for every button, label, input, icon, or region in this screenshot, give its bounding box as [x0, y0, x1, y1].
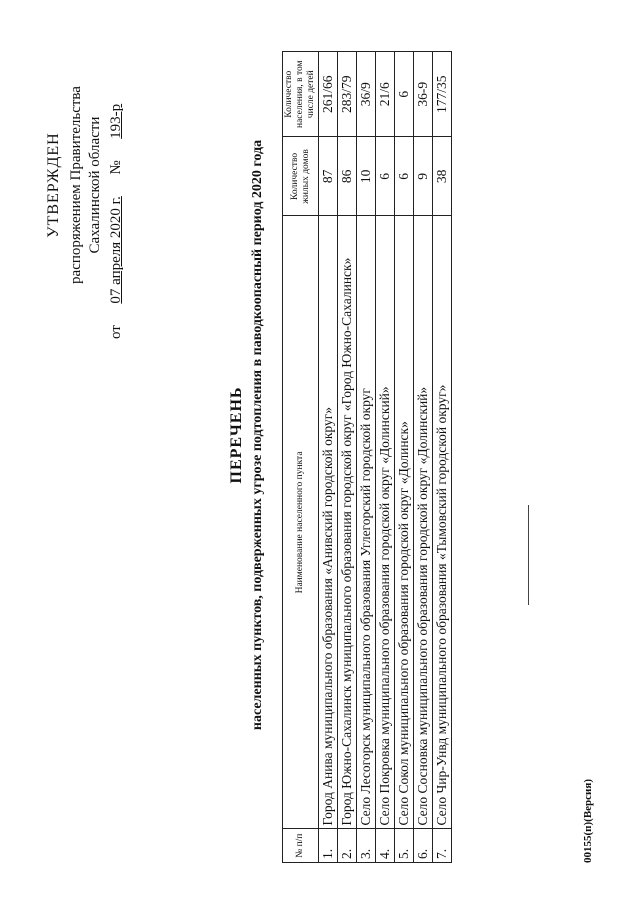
header-name: Наименование населенного пункта: [283, 216, 319, 829]
cell-houses: 6: [395, 137, 414, 216]
cell-houses: 38: [433, 137, 452, 216]
cell-name: Село Покровка муниципального образования городской округ «Долинский»: [376, 216, 395, 829]
cell-population: 36-9: [414, 52, 433, 137]
cell-num: 5.: [395, 829, 414, 863]
table-header-row: [283, 52, 319, 863]
table-row: [433, 52, 452, 863]
cell-num: 4.: [376, 829, 395, 863]
table-row: [357, 52, 376, 863]
cell-houses: 9: [414, 137, 433, 216]
cell-num: 2.: [338, 829, 357, 863]
cell-houses: 6: [376, 137, 395, 216]
table-row: [395, 52, 414, 863]
table-row: [376, 52, 395, 863]
approval-prefix: от: [108, 325, 124, 339]
settlements-table: [282, 51, 452, 863]
document-subtitle: населенных пунктов, подверженных угрозе подтопления в паводкоопасный период 2020 года: [250, 139, 265, 731]
table-row: [414, 52, 433, 863]
cell-num: 7.: [433, 829, 452, 863]
cell-population: 36/9: [357, 52, 376, 137]
approval-date-line: [107, 25, 126, 345]
cell-num: 6.: [414, 829, 433, 863]
cell-name: Город Анива муниципального образования «Анивский городской округ»: [319, 216, 338, 829]
approval-date: 07 апреля 2020 г.: [108, 196, 124, 304]
cell-num: 3.: [357, 829, 376, 863]
cell-num: 1.: [319, 829, 338, 863]
signature-line: [528, 505, 529, 605]
cell-name: Село Сокол муниципального образования городской округ «Долинск»: [395, 216, 414, 829]
cell-name: Село Чир-Унвд муниципального образования «Тымовский городской округ»: [433, 216, 452, 829]
approval-title: УТВЕРЖДЕН: [45, 132, 62, 238]
header-num: № п/п: [283, 829, 319, 863]
cell-name: Село Лесогорск муниципального образования Углегорский городской округ: [357, 216, 376, 829]
cell-houses: 86: [338, 137, 357, 216]
header-houses: Количество жилых домов: [283, 137, 319, 216]
approval-block: [44, 25, 126, 345]
cell-name: Город Южно-Сахалинск муниципального образования городской округ «Город Южно-Сахалинск»: [338, 216, 357, 829]
cell-houses: 10: [357, 137, 376, 216]
table-row: [319, 52, 338, 863]
cell-name: Село Сосновка муниципального образования городской округ «Долинский»: [414, 216, 433, 829]
table-row: [338, 52, 357, 863]
document-heading: [228, 5, 266, 865]
cell-population: 261/66: [319, 52, 338, 137]
approval-number: 193-р: [108, 103, 124, 139]
cell-population: 283/79: [338, 52, 357, 137]
document-title: ПЕРЕЧЕНЬ: [228, 386, 245, 484]
footer-code: 00155(п)(Версия): [582, 779, 594, 863]
approval-line-2: Сахалинской области: [87, 116, 103, 254]
approval-number-sign: №: [108, 160, 124, 175]
cell-population: 6: [395, 52, 414, 137]
header-population: Количество населения, в том числе детей: [283, 52, 319, 137]
approval-line-1: распоряжением Правительства: [68, 86, 84, 284]
cell-population: 21/6: [376, 52, 395, 137]
cell-population: 177/35: [433, 52, 452, 137]
cell-houses: 87: [319, 137, 338, 216]
